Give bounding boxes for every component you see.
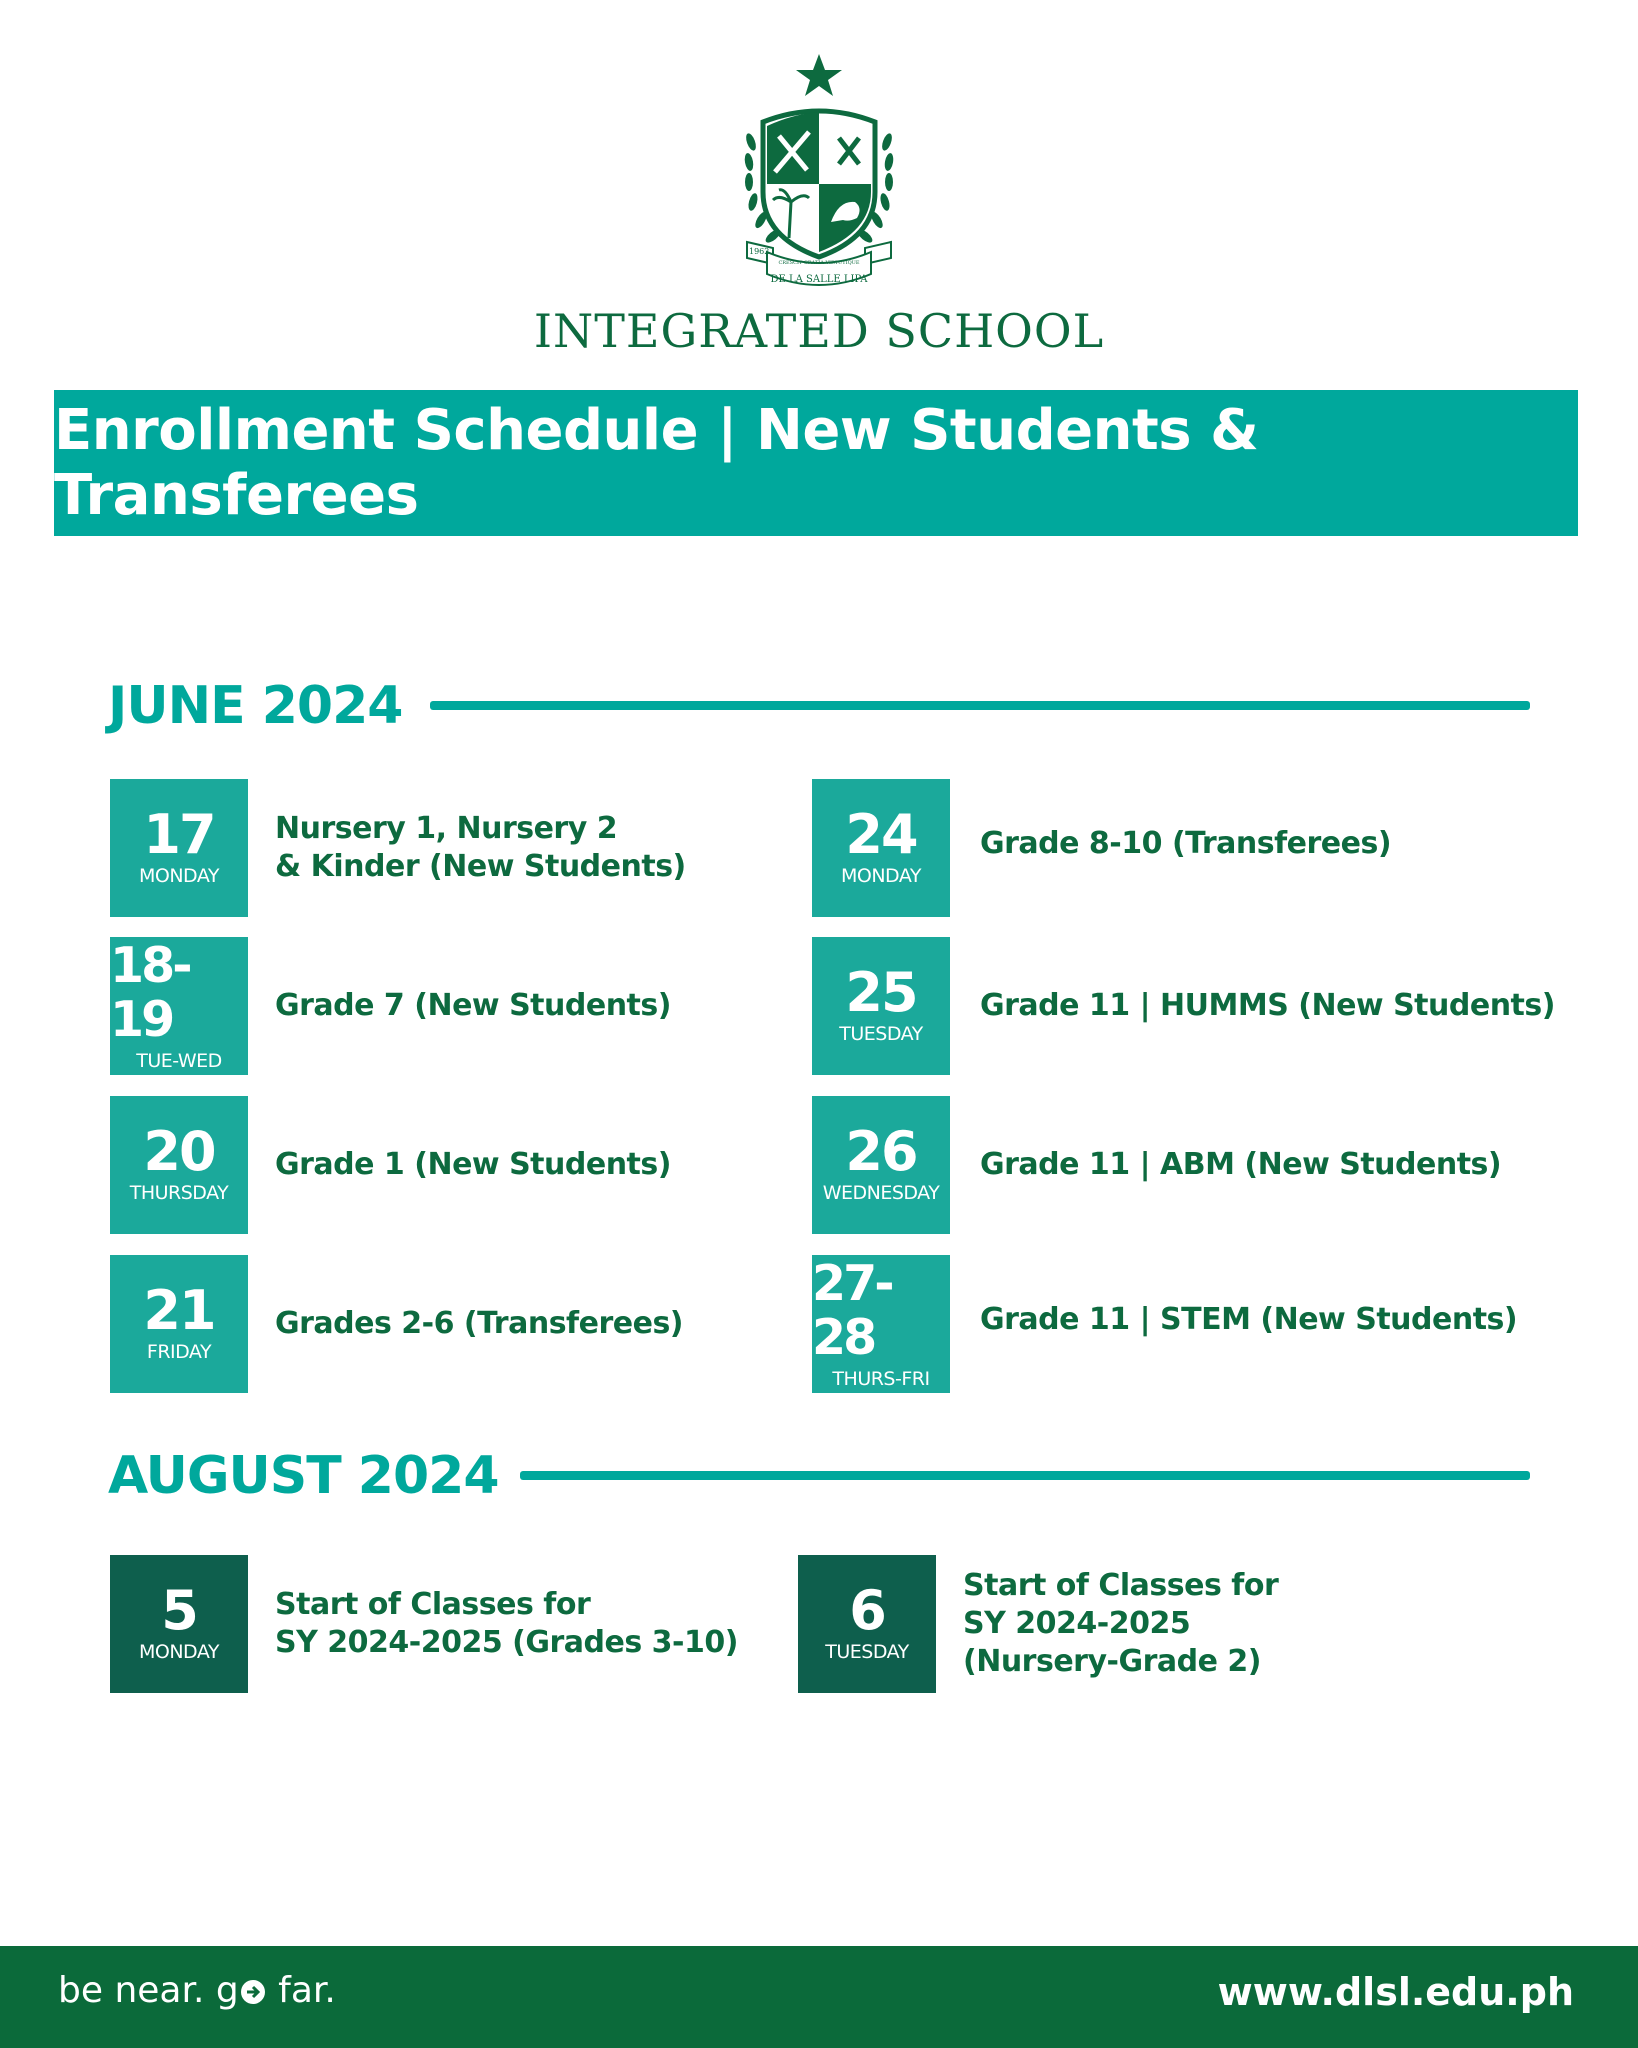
date-number: 17	[143, 803, 215, 866]
event-line: Grade 7 (New Students)	[275, 988, 671, 1023]
date-number: 18-19	[110, 937, 190, 1048]
date-weekday: MONDAY	[139, 1641, 219, 1663]
date-number: 26	[845, 1120, 917, 1183]
event-june-24	[980, 779, 1391, 909]
date-box-june-26	[812, 1096, 950, 1234]
arrow-circle-icon	[239, 1978, 267, 2006]
date-box-june-18-19	[110, 937, 248, 1075]
date-box-august-5	[110, 1555, 248, 1693]
date-weekday: MONDAY	[139, 865, 219, 887]
date-box-june-24	[812, 779, 950, 917]
event-line: & Kinder (New Students)	[275, 849, 686, 884]
date-weekday: FRIDAY	[146, 1341, 212, 1363]
date-weekday: TUESDAY	[825, 1641, 909, 1663]
event-june-20	[275, 1096, 671, 1234]
event-august-5	[275, 1555, 738, 1693]
date-number: 20	[143, 1120, 215, 1183]
date-box-june-25	[812, 937, 950, 1075]
event-line: SY 2024-2025	[963, 1606, 1191, 1641]
event-august-6	[963, 1555, 1278, 1693]
event-line: SY 2024-2025 (Grades 3-10)	[275, 1625, 738, 1660]
banner-title: Enrollment Schedule | New Students & Transferees	[54, 398, 1259, 528]
event-june-21	[275, 1255, 683, 1393]
date-number: 5	[161, 1579, 197, 1642]
tagline-part: g	[215, 1970, 239, 2011]
crest-star-icon	[796, 54, 842, 96]
crest-year: 1962	[749, 247, 770, 256]
june-divider	[430, 701, 1530, 710]
school-name: INTEGRATED SCHOOL	[533, 304, 1105, 358]
event-line: Grades 2-6 (Transferees)	[275, 1306, 684, 1341]
june-heading: JUNE 2024	[108, 676, 403, 736]
event-june-27-28	[980, 1255, 1517, 1385]
footer-bar	[0, 1946, 1638, 2048]
date-weekday: MONDAY	[841, 865, 921, 887]
crest-motto: CRESCIT GRATIA VIRTUTIQUE	[778, 260, 860, 266]
event-line: Grade 1 (New Students)	[275, 1147, 671, 1182]
footer-tagline	[58, 1970, 336, 2011]
date-weekday: THURS-FRI	[832, 1368, 930, 1390]
school-crest-logo	[739, 52, 899, 292]
tagline-part: far.	[266, 1970, 336, 2011]
event-june-18-19	[275, 937, 671, 1075]
date-number: 27-28	[812, 1255, 892, 1366]
website-link[interactable]: www.dlsl.edu.ph	[1217, 1970, 1574, 2014]
date-number: 6	[849, 1579, 885, 1642]
event-line: Start of Classes for	[963, 1568, 1279, 1603]
date-box-june-17	[110, 779, 248, 917]
date-weekday: WEDNESDAY	[822, 1182, 940, 1204]
august-heading: AUGUST 2024	[108, 1446, 499, 1506]
event-june-25	[980, 937, 1555, 1075]
event-line: Start of Classes for	[275, 1587, 591, 1622]
date-box-june-20	[110, 1096, 248, 1234]
august-divider	[520, 1471, 1530, 1480]
event-june-26	[980, 1096, 1501, 1234]
date-number: 24	[845, 803, 917, 866]
date-box-august-6	[798, 1555, 936, 1693]
event-line: Grade 11 | STEM (New Students)	[980, 1302, 1518, 1337]
date-box-june-21	[110, 1255, 248, 1393]
date-box-june-27-28	[812, 1255, 950, 1393]
date-number: 21	[143, 1279, 215, 1342]
event-line: Grade 11 | HUMMS (New Students)	[980, 988, 1555, 1023]
title-banner	[54, 390, 1578, 536]
crest-text: DE LA SALLE LIPA	[770, 274, 868, 285]
event-line: Nursery 1, Nursery 2	[275, 811, 618, 846]
tagline-part: be near.	[58, 1970, 205, 2011]
event-june-17	[275, 779, 686, 917]
date-weekday: TUE-WED	[136, 1050, 222, 1072]
event-line: Grade 8-10 (Transferees)	[980, 826, 1392, 861]
date-weekday: THURSDAY	[129, 1182, 229, 1204]
date-weekday: TUESDAY	[839, 1023, 923, 1045]
event-line: Grade 11 | ABM (New Students)	[980, 1147, 1502, 1182]
date-number: 25	[845, 961, 917, 1024]
event-line: (Nursery-Grade 2)	[963, 1644, 1261, 1679]
